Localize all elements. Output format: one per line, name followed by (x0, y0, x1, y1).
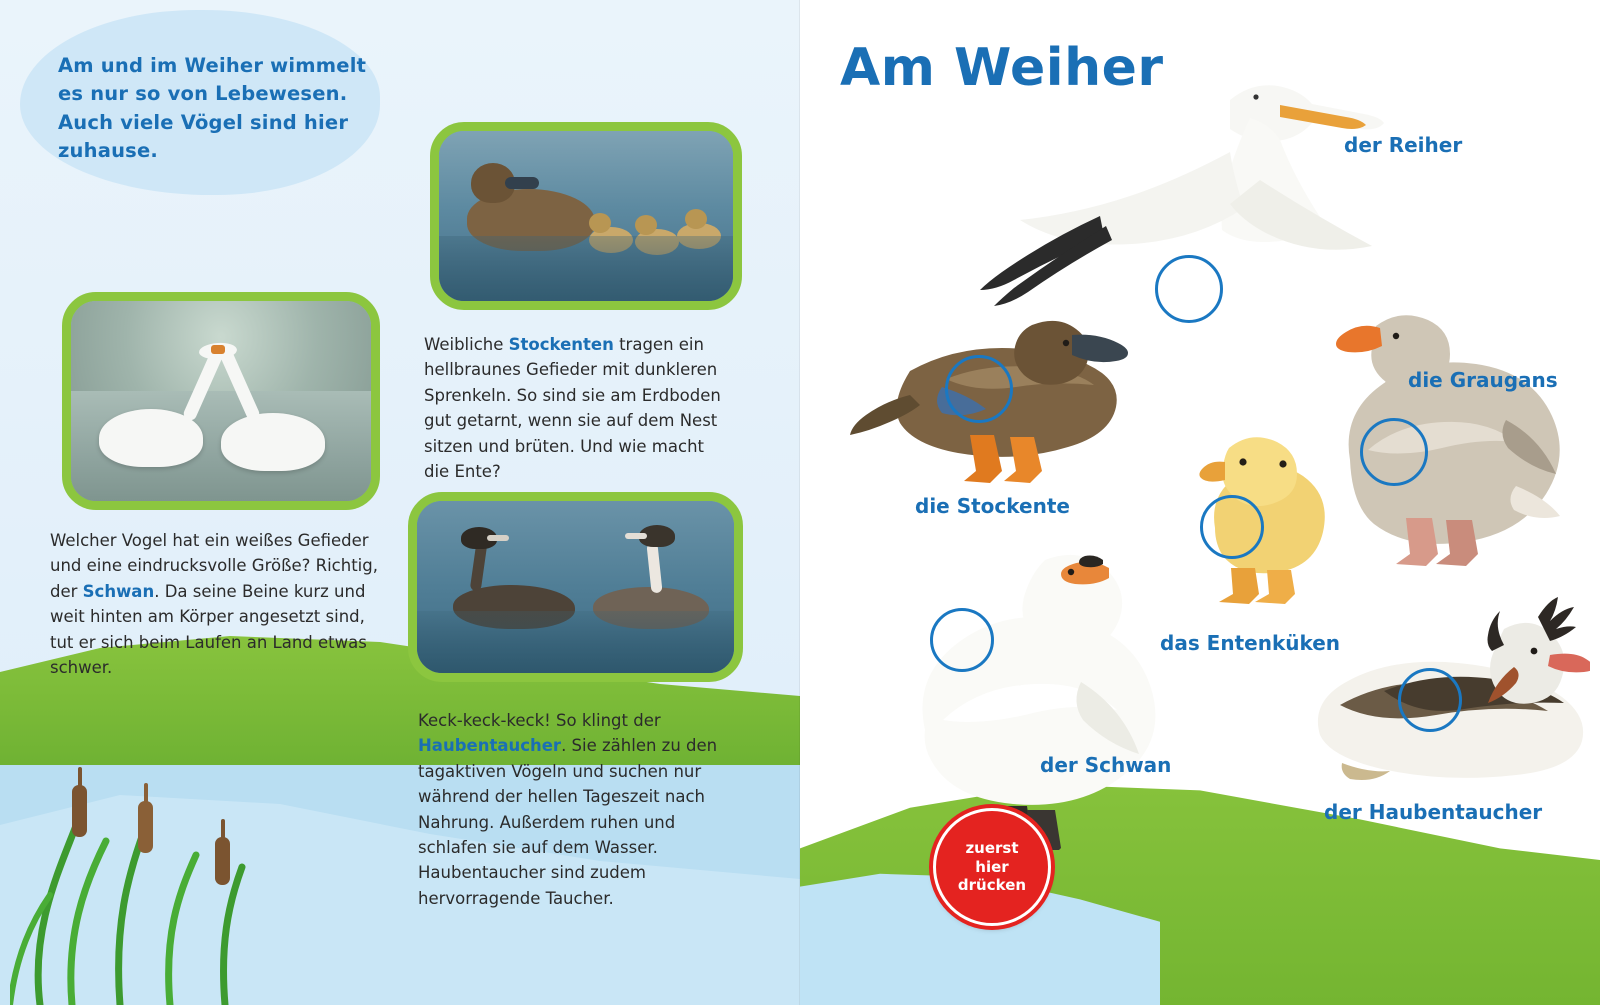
intro-text: Am und im Weiher wimmelt es nur so von Lebewesen. Auch viele Vögel sind hier zuhause. (58, 54, 367, 162)
label-heron: der Reiher (1344, 133, 1463, 157)
bird-swan[interactable] (895, 520, 1165, 850)
text-mallard-part2: tragen ein hellbraunes Gefieder mit dunkleren Sprenkeln. So sind sie am Erdboden gut getarnt, wenn sie auf dem Nest sitzen und brüten. Und wie macht die Ente? (424, 335, 721, 482)
press-button-line3: drücken (957, 876, 1027, 895)
text-grebe-part2: . Sie zählen zu den tagaktiven Vögeln und suchen nur während der hellen Tageszeit nach Nahrung. Außerdem ruhen und schlafen sie auf dem Wasser. Haubentaucher sind zudem hervorragende Taucher. (418, 736, 718, 908)
text-swan-highlight: Schwan (82, 581, 155, 601)
text-grebe (418, 708, 740, 911)
text-swan-part2: . Da seine Beine kurz und weit hinten am Körper angesetzt sind, tut er sich beim Laufen an Land etwas schwer. (50, 581, 367, 678)
text-mallard-part1: Weibliche (424, 335, 509, 354)
hotspot-mallard[interactable] (945, 355, 1013, 423)
text-swan-part1: Welcher Vogel hat ein weißes Gefieder und eine eindrucksvolle Größe? Richtig, der (50, 531, 378, 601)
hotspot-duckling[interactable] (1200, 495, 1264, 559)
text-mallard-highlight: Stockenten (508, 335, 614, 354)
label-swan: der Schwan (1040, 753, 1172, 777)
text-mallard (424, 332, 724, 484)
label-mallard: die Stockente (915, 494, 1070, 518)
page-title: Am Weiher (840, 38, 1164, 98)
hotspot-grebe[interactable] (1398, 668, 1462, 732)
photo-mallard-with-ducklings (430, 122, 742, 310)
hotspot-goose[interactable] (1360, 418, 1428, 486)
label-goose: die Graugans (1408, 368, 1558, 392)
text-grebe-part1: Keck-keck-keck! So klingt der (418, 711, 661, 730)
press-here-button[interactable] (933, 808, 1051, 926)
reeds-illustration (10, 745, 300, 1005)
label-grebe: der Haubentaucher (1324, 800, 1543, 824)
text-grebe-highlight: Haubentaucher (418, 736, 562, 756)
bird-greylag-goose[interactable] (1310, 300, 1570, 590)
hotspot-swan[interactable] (930, 608, 994, 672)
hotspot-heron[interactable] (1155, 255, 1223, 323)
press-button-line2: hier (975, 857, 1009, 876)
right-page (800, 0, 1600, 1005)
photo-swans (62, 292, 380, 510)
label-duckling: das Entenküken (1160, 631, 1341, 655)
press-button-line1: zuerst (965, 838, 1019, 857)
text-swan (50, 528, 385, 680)
photo-great-crested-grebes (408, 492, 743, 682)
